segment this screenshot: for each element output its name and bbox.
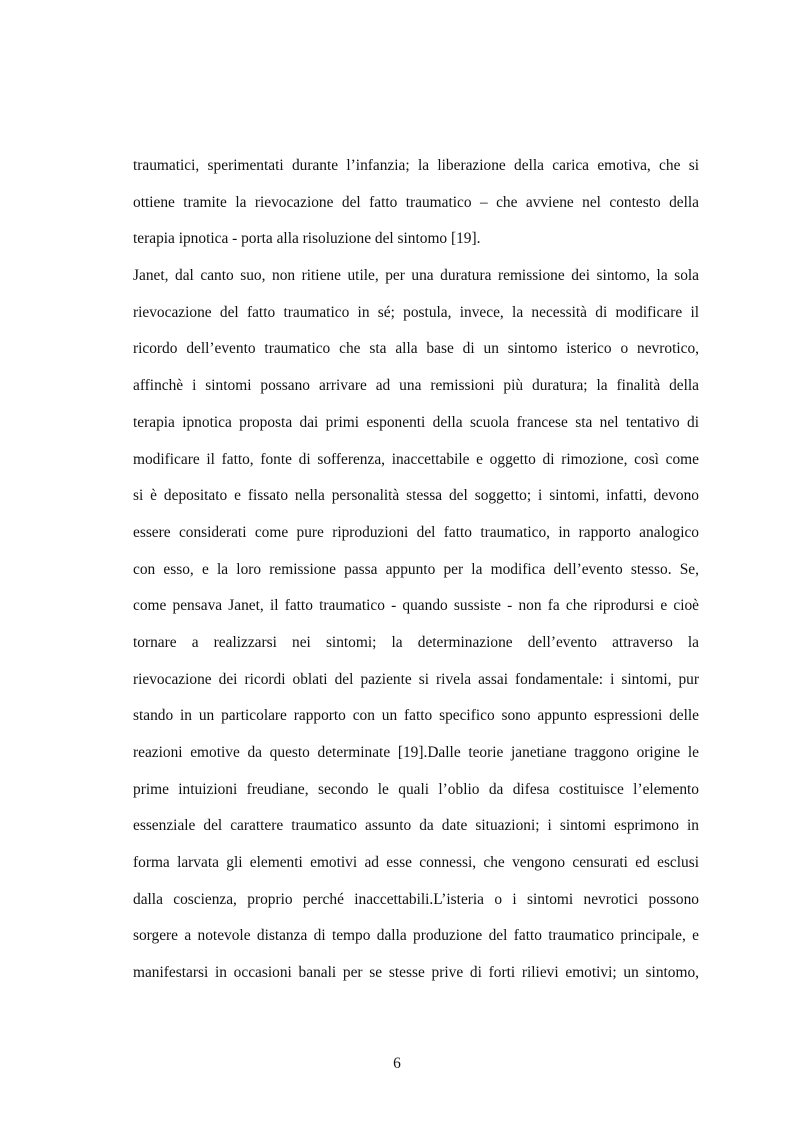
text-line: traumatici, sperimentati durante l’infanzia; la liberazione della carica emotiva, che si xyxy=(133,157,699,174)
body-text xyxy=(133,148,699,992)
text-line: essere considerati come pure riproduzioni del fatto traumatico, in rapporto analogico xyxy=(133,523,699,541)
text-line: modificare il fatto, fonte di sofferenza, inaccettabile e oggetto di rimozione, così come xyxy=(133,450,699,468)
text-line: essenziale del carattere traumatico assunto da date situazioni; i sintomi esprimono in xyxy=(133,817,699,835)
text-line: forma larvata gli elementi emotivi ad esse connessi, che vengono censurati ed esclusi xyxy=(133,854,699,872)
text-line: terapia ipnotica proposta dai primi esponenti della scuola francese sta nel tentativo di xyxy=(133,413,699,431)
text-line: stando in un particolare rapporto con un fatto specifico sono appunto espressioni delle xyxy=(133,707,699,725)
text-line: con esso, e la loro remissione passa appunto per la modifica dell’evento stesso. Se, xyxy=(133,560,699,578)
text-line: affinchè i sintomi possano arrivare ad una remissioni più duratura; la finalità della xyxy=(133,377,699,395)
text-line: ottiene tramite la rievocazione del fatto traumatico – che avviene nel contesto della xyxy=(133,193,699,211)
page-number: 6 xyxy=(393,1055,401,1072)
text-line: dalla coscienza, proprio perché inaccettabili.L’isteria o i sintomi nevrotici possono xyxy=(133,890,699,908)
text-line: terapia ipnotica - porta alla risoluzione del sintomo [19]. xyxy=(133,230,481,248)
text-line: reazioni emotive da questo determinate [19].Dalle teorie janetiane traggono origine le xyxy=(133,744,699,761)
text-line: si è depositato e fissato nella personalità stessa del soggetto; i sintomi, infatti, devono xyxy=(133,487,699,505)
text-line: rievocazione del fatto traumatico in sé; postula, invece, la necessità di modificare il xyxy=(133,303,699,321)
text-line: sorgere a notevole distanza di tempo dalla produzione del fatto traumatico principale, e xyxy=(133,927,699,945)
text-line: tornare a realizzarsi nei sintomi; la determinazione dell’evento attraverso la xyxy=(133,633,699,651)
text-line: ricordo dell’evento traumatico che sta alla base di un sintomo isterico o nevrotico, xyxy=(133,340,699,358)
text-line: Janet, dal canto suo, non ritiene utile, per una duratura remissione dei sintomo, la sola xyxy=(133,267,699,285)
text-line: manifestarsi in occasioni banali per se stesse prive di forti rilievi emotivi; un sintomo, xyxy=(133,964,699,982)
text-line: prime intuizioni freudiane, secondo le quali l’oblio da difesa costituisce l’elemento xyxy=(133,780,699,798)
text-line: rievocazione dei ricordi oblati del paziente si rivela assai fondamentale: i sintomi, pur xyxy=(133,670,699,688)
text-line: come pensava Janet, il fatto traumatico - quando sussiste - non fa che riprodursi e cioè xyxy=(133,597,699,615)
